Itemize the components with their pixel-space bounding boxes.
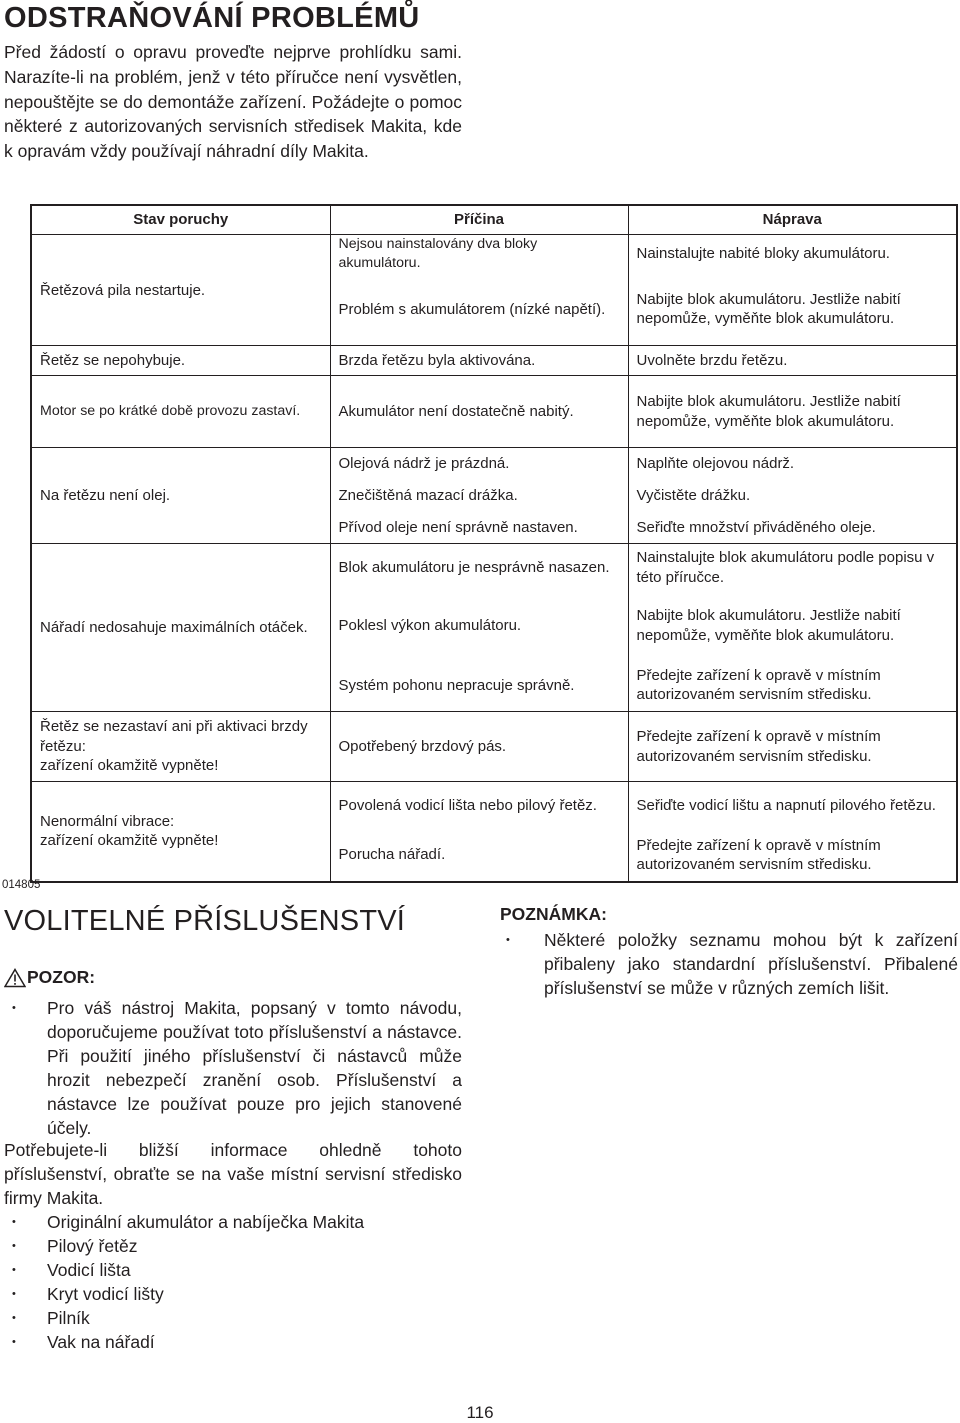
- table-row: [31, 544, 957, 592]
- table-row: [31, 376, 957, 448]
- list-item: [4, 1330, 462, 1354]
- remedy-cell: Předejte zařízení k opravě v místním autorizovaném servisním středisku.: [636, 836, 881, 873]
- table-row: [31, 782, 957, 830]
- cause-cell: Nejsou nainstalovány dva bloky akumulátoru.: [330, 234, 628, 274]
- warning-triangle-icon: [4, 968, 26, 988]
- condition-text: Řetěz se nezastaví ani při aktivaci brzdy řetězu:: [40, 718, 308, 755]
- intro-paragraph: Před žádostí o opravu proveďte nejprve prohlídku sami. Narazíte-li na problém, jenž v této příručce není vysvětlen, nepouštějte se do demontáže zařízení. Požádejte o pomoc některé z autorizovaných servisních středisek Makita, kde k opravám vždy používají náhradní díly Makita.: [4, 42, 462, 162]
- cause-cell: Znečištěná mazací drážka.: [330, 480, 628, 512]
- accessory-text: Kryt vodicí lišty: [47, 1284, 164, 1304]
- accessory-text: Pilový řetěz: [47, 1236, 138, 1256]
- condition-cell: [31, 782, 330, 882]
- bullet-icon: •: [12, 1002, 16, 1014]
- condition-cell: Řetěz se nepohybuje.: [31, 346, 330, 376]
- remedy-cell: Nainstalujte blok akumulátoru podle popisu v této příručce.: [636, 549, 935, 586]
- table-row: [31, 712, 957, 782]
- table-row: [31, 234, 957, 274]
- note-text: Některé položky seznamu mohou být k zařízení přibaleny jako standardní příslušenství. Přibalené příslušenství se může v různých zemích lišit.: [544, 930, 958, 998]
- cause-cell: Blok akumulátoru je nesprávně nasazen.: [330, 544, 628, 592]
- remedy-cell: Nainstalujte nabité bloky akumulátoru.: [636, 245, 890, 263]
- caution-text: Pro váš nástroj Makita, popsaný v tomto návodu, doporučujeme používat toto příslušenství a nástavce. Při použití jiného příslušenství či nástavců může hrozit nebezpečí zranění osob. Příslušenství a nástavce lze používat pouze pro jejich stanovené účely.: [47, 998, 462, 1138]
- condition-cell: [31, 712, 330, 782]
- cause-cell: Olejová nádrž je prázdná.: [330, 448, 628, 480]
- list-item: [4, 1210, 462, 1234]
- table-row: [31, 448, 957, 480]
- list-item: [4, 1234, 462, 1258]
- cause-cell: Problém s akumulátorem (nízké napětí).: [330, 274, 628, 346]
- list-item: [4, 1282, 462, 1306]
- remedy-cell: Nabijte blok akumulátoru. Jestliže nabití nepomůže, vyměňte blok akumulátoru.: [628, 376, 957, 448]
- remedy-cell: Předejte zařízení k opravě v místním autorizovaném servisním středisku.: [628, 660, 957, 712]
- cause-cell: Brzda řetězu byla aktivována.: [330, 346, 628, 376]
- cause-cell: Akumulátor není dostatečně nabitý.: [330, 376, 628, 448]
- caution-list: [4, 996, 462, 1140]
- table-row: [31, 346, 957, 376]
- info-paragraph: Potřebujete-li bližší informace ohledně tohoto příslušenství, obraťte se na vaše místní servisní středisko firmy Makita.: [4, 1140, 462, 1208]
- remedy-cell: Seřiďte množství přiváděného oleje.: [628, 512, 957, 544]
- note-list: [500, 928, 958, 1000]
- header-condition: Stav poruchy: [31, 205, 330, 234]
- remedy-cell: Seřiďte vodicí lištu a napnutí pilového řetězu.: [636, 797, 936, 814]
- bullet-icon: •: [12, 1288, 16, 1300]
- accessories-list: [4, 1210, 462, 1354]
- header-cause: Příčina: [330, 205, 628, 234]
- bullet-icon: •: [12, 1312, 16, 1324]
- page-title: ODSTRAŇOVÁNÍ PROBLÉMŮ: [4, 2, 420, 34]
- cause-cell: Systém pohonu nepracuje správně.: [330, 660, 628, 712]
- bullet-icon: •: [12, 1216, 16, 1228]
- cause-cell: Přívod oleje není správně nastaven.: [330, 512, 628, 544]
- cause-cell: Opotřebený brzdový pás.: [330, 712, 628, 782]
- condition-cell: Nářadí nedosahuje maximálních otáček.: [31, 544, 330, 712]
- list-item: [500, 928, 958, 1000]
- accessory-text: Pilník: [47, 1308, 90, 1328]
- accessories-heading: VOLITELNÉ PŘÍSLUŠENSTVÍ: [4, 905, 406, 937]
- cause-cell: Poklesl výkon akumulátoru.: [330, 592, 628, 660]
- header-remedy: Náprava: [628, 205, 957, 234]
- bullet-icon: •: [12, 1264, 16, 1276]
- bullet-icon: •: [506, 934, 510, 946]
- remedy-cell: Uvolněte brzdu řetězu.: [628, 346, 957, 376]
- cause-cell: Porucha nářadí.: [330, 830, 628, 882]
- troubleshooting-table: [30, 204, 958, 883]
- accessory-text: Vak na nářadí: [47, 1332, 155, 1352]
- condition-warning: zařízení okamžitě vypněte!: [40, 832, 219, 850]
- accessory-text: Originální akumulátor a nabíječka Makita: [47, 1212, 365, 1232]
- caution-label-text: POZOR:: [27, 967, 96, 987]
- bullet-icon: •: [12, 1336, 16, 1348]
- condition-text: Nenormální vibrace:: [40, 812, 175, 830]
- remedy-cell: Nabijte blok akumulátoru. Jestliže nabití nepomůže, vyměňte blok akumulátoru.: [628, 274, 957, 346]
- note-label: POZNÁMKA:: [500, 904, 607, 924]
- caution-label: [4, 967, 95, 988]
- condition-cell: Na řetězu není olej.: [31, 448, 330, 544]
- condition-cell: Řetězová pila nestartuje.: [31, 234, 330, 346]
- remedy-cell: Nabijte blok akumulátoru. Jestliže nabití nepomůže, vyměňte blok akumulátoru.: [636, 607, 901, 644]
- list-item: [4, 1306, 462, 1330]
- document-number: 014805: [2, 879, 41, 891]
- condition-warning: zařízení okamžitě vypněte!: [40, 757, 219, 775]
- bullet-icon: •: [12, 1240, 16, 1252]
- list-item: [4, 1258, 462, 1282]
- table-header-row: [31, 205, 957, 234]
- condition-cell: Motor se po krátké době provozu zastaví.: [31, 376, 330, 448]
- remedy-cell: Vyčistěte drážku.: [636, 486, 751, 504]
- accessory-text: Vodicí lišta: [47, 1260, 131, 1280]
- page-number: 116: [466, 1403, 494, 1422]
- list-item: [4, 996, 462, 1140]
- remedy-cell: Naplňte olejovou nádrž.: [636, 455, 795, 472]
- remedy-cell: Předejte zařízení k opravě v místním autorizovaném servisním středisku.: [628, 712, 957, 782]
- cause-cell: Povolená vodicí lišta nebo pilový řetěz.: [330, 782, 628, 830]
